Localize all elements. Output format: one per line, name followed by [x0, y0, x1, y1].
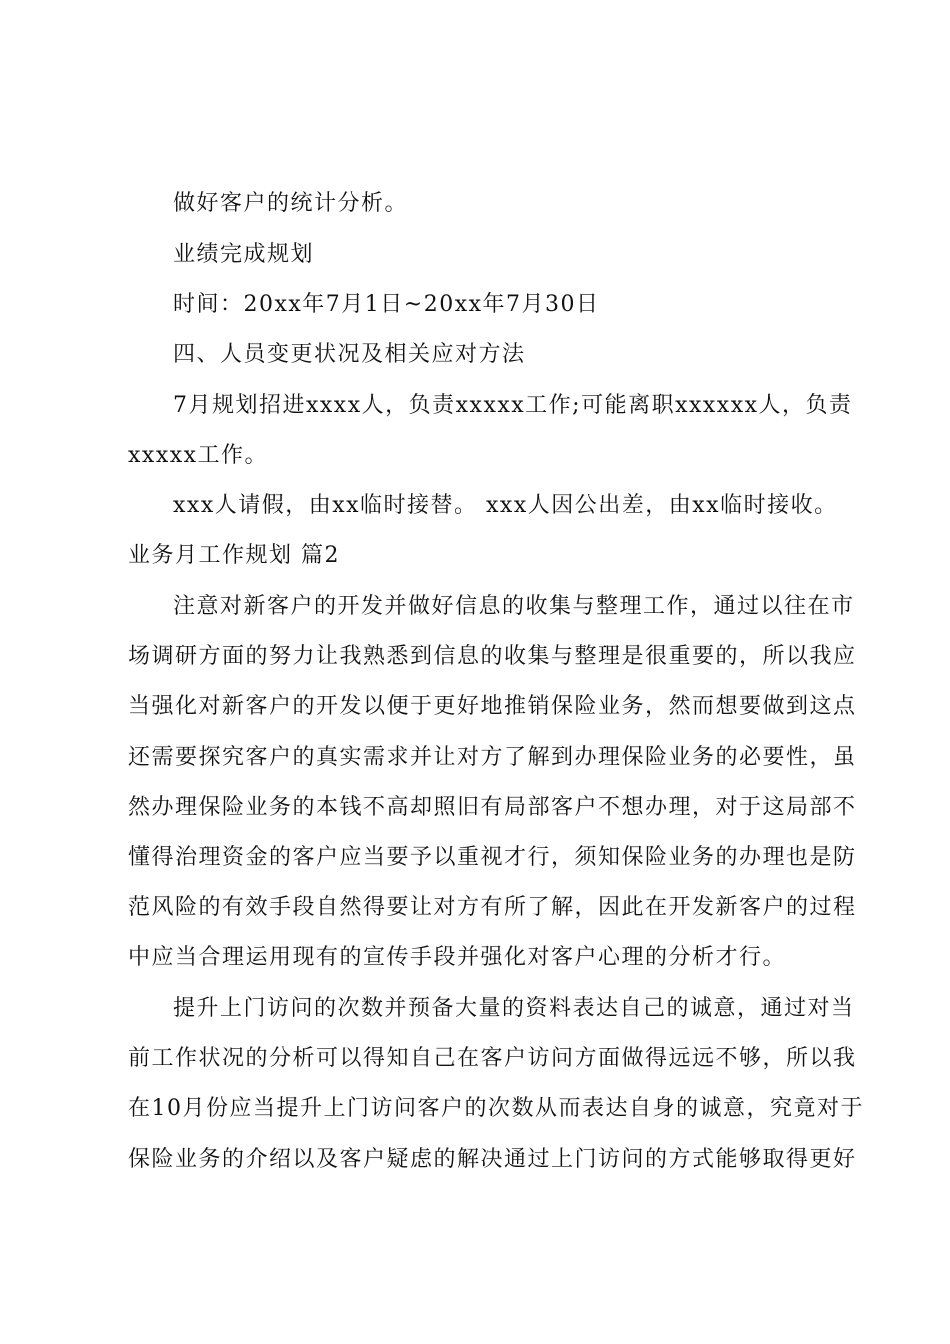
text-line: 在10月份应当提升上门访问客户的次数从而表达自身的诚意，究竟对于 [128, 1096, 864, 1121]
text-line: 然办理保险业务的本钱不高却照旧有局部客户不想办理，对于这局部不 [128, 795, 857, 820]
text-line: xxx人请假，由xx临时接替。 xxx人因公出差，由xx临时接收。 [173, 493, 838, 518]
text-line: 懂得治理资金的客户应当要予以重视才行，须知保险业务的办理也是防 [128, 845, 857, 870]
section-heading: 四、人员变更状况及相关应对方法 [173, 342, 526, 367]
text-line: 业绩完成规划 [173, 242, 315, 267]
text-line: 场调研方面的努力让我熟悉到信息的收集与整理是很重要的，所以我应 [128, 644, 857, 669]
text-line: 还需要探究客户的真实需求并让对方了解到办理保险业务的必要性，虽 [128, 745, 857, 770]
text-line: xxxxx工作。 [128, 443, 269, 468]
text-line: 时间：20xx年7月1日~20xx年7月30日 [173, 292, 600, 317]
text-line: 做好客户的统计分析。 [173, 191, 409, 216]
article-heading: 业务月工作规划 篇2 [128, 543, 340, 568]
text-line: 保险业务的介绍以及客户疑虑的解决通过上门访问的方式能够取得更好 [128, 1147, 857, 1172]
text-line: 范风险的有效手段自然得要让对方有所了解，因此在开发新客户的过程 [128, 895, 857, 920]
text-line: 中应当合理运用现有的宣传手段并强化对客户心理的分析才行。 [128, 945, 787, 970]
text-line: 当强化对新客户的开发以便于更好地推销保险业务，然而想要做到这点 [128, 694, 857, 719]
text-line: 前工作状况的分析可以得知自己在客户访问方面做得远远不够，所以我 [128, 1046, 857, 1071]
text-line: 提升上门访问的次数并预备大量的资料表达自己的诚意，通过对当 [173, 996, 855, 1021]
text-line: 7月规划招进xxxx人，负责xxxxx工作;可能离职xxxxxx人，负责 [173, 393, 853, 418]
text-line: 注意对新客户的开发并做好信息的收集与整理工作，通过以往在市 [173, 594, 855, 619]
